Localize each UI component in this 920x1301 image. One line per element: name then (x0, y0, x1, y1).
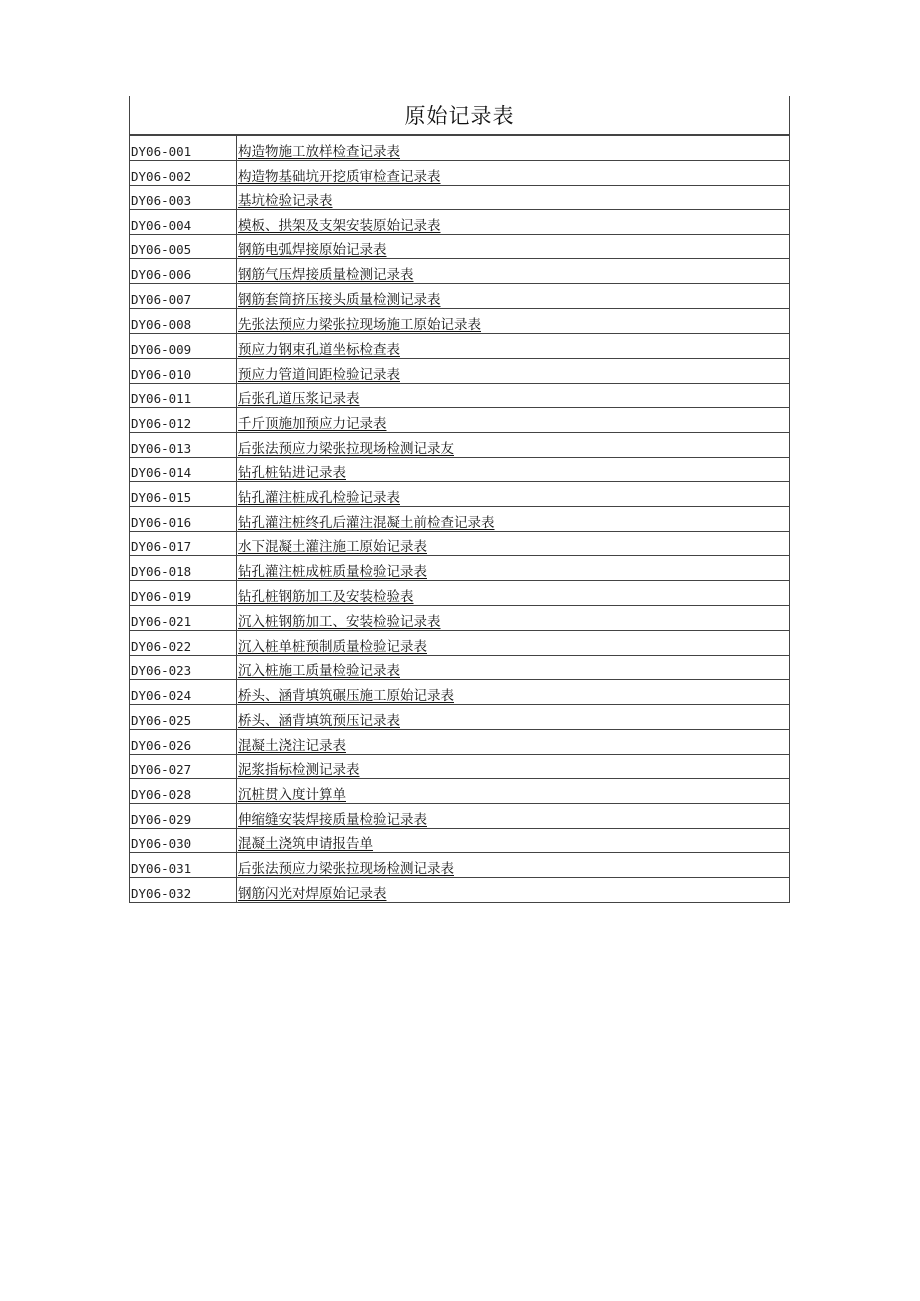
record-name-cell (237, 730, 790, 755)
record-link[interactable]: 钻孔桩钻进记录表 (238, 465, 346, 481)
record-code: DY06-022 (130, 631, 237, 656)
record-link[interactable]: 预应力管道间距检验记录表 (238, 367, 400, 383)
record-code: DY06-012 (130, 408, 237, 433)
record-link[interactable]: 后张法预应力梁张拉现场检测记录表 (238, 861, 454, 877)
table-row (130, 680, 790, 705)
table-row (130, 309, 790, 334)
table-row (130, 606, 790, 631)
table-row (130, 408, 790, 433)
record-code: DY06-009 (130, 334, 237, 359)
record-index-sheet (129, 96, 790, 903)
record-link[interactable]: 伸缩缝安装焊接质量检验记录表 (238, 812, 427, 828)
record-name-cell (237, 532, 790, 556)
record-link[interactable]: 千斤顶施加预应力记录表 (238, 416, 387, 432)
record-name-cell (237, 581, 790, 606)
record-name-cell (237, 705, 790, 730)
table-row (130, 259, 790, 284)
table-row (130, 829, 790, 853)
table-row (130, 359, 790, 384)
record-name-cell (237, 384, 790, 408)
record-code: DY06-027 (130, 755, 237, 779)
record-link[interactable]: 后张孔道压浆记录表 (238, 391, 360, 407)
record-name-cell (237, 755, 790, 779)
record-name-cell (237, 186, 790, 210)
record-name-cell (237, 507, 790, 532)
record-code: DY06-005 (130, 235, 237, 259)
record-name-cell (237, 631, 790, 656)
record-code: DY06-026 (130, 730, 237, 755)
record-code: DY06-004 (130, 210, 237, 235)
record-code: DY06-010 (130, 359, 237, 384)
record-table (129, 135, 790, 903)
table-row (130, 779, 790, 804)
record-code: DY06-015 (130, 482, 237, 507)
record-link[interactable]: 沉入桩施工质量检验记录表 (238, 663, 400, 679)
record-link[interactable]: 钢筋气压焊接质量检测记录表 (238, 267, 414, 283)
record-name-cell (237, 779, 790, 804)
record-name-cell (237, 161, 790, 186)
table-row (130, 161, 790, 186)
record-code: DY06-030 (130, 829, 237, 853)
record-link[interactable]: 桥头、涵背填筑预压记录表 (238, 713, 400, 729)
record-name-cell (237, 309, 790, 334)
record-link[interactable]: 沉桩贯入度计算单 (238, 787, 346, 803)
record-link[interactable]: 钢筋电弧焊接原始记录表 (238, 242, 387, 258)
record-name-cell (237, 878, 790, 903)
record-code: DY06-031 (130, 853, 237, 878)
record-name-cell (237, 210, 790, 235)
record-name-cell (237, 680, 790, 705)
record-link[interactable]: 桥头、涵背填筑碾压施工原始记录表 (238, 688, 454, 704)
page-title: 原始记录表 (129, 96, 790, 135)
table-row (130, 186, 790, 210)
record-name-cell (237, 136, 790, 161)
table-row (130, 482, 790, 507)
record-link[interactable]: 钻孔灌注桩成孔检验记录表 (238, 490, 400, 506)
record-name-cell (237, 482, 790, 507)
table-row (130, 334, 790, 359)
table-row (130, 631, 790, 656)
record-name-cell (237, 853, 790, 878)
record-name-cell (237, 656, 790, 680)
table-row (130, 210, 790, 235)
record-code: DY06-018 (130, 556, 237, 581)
record-link[interactable]: 模板、拱架及支架安装原始记录表 (238, 218, 441, 234)
record-link[interactable]: 钻孔桩钢筋加工及安装检验表 (238, 589, 414, 605)
record-name-cell (237, 259, 790, 284)
record-code: DY06-028 (130, 779, 237, 804)
record-link[interactable]: 混凝土浇注记录表 (238, 738, 346, 754)
table-row (130, 853, 790, 878)
record-name-cell (237, 359, 790, 384)
table-row (130, 458, 790, 482)
record-code: DY06-016 (130, 507, 237, 532)
record-code: DY06-024 (130, 680, 237, 705)
table-row (130, 507, 790, 532)
record-code: DY06-011 (130, 384, 237, 408)
record-code: DY06-007 (130, 284, 237, 309)
record-code: DY06-017 (130, 532, 237, 556)
table-row (130, 235, 790, 259)
record-code: DY06-032 (130, 878, 237, 903)
record-link[interactable]: 泥浆指标检测记录表 (238, 762, 360, 778)
record-code: DY06-008 (130, 309, 237, 334)
record-code: DY06-019 (130, 581, 237, 606)
record-name-cell (237, 284, 790, 309)
record-name-cell (237, 433, 790, 458)
record-link[interactable]: 钻孔灌注桩成桩质量检验记录表 (238, 564, 427, 580)
record-link[interactable]: 钻孔灌注桩终孔后灌注混凝土前检查记录表 (238, 515, 495, 531)
table-row (130, 581, 790, 606)
record-code: DY06-003 (130, 186, 237, 210)
table-row (130, 656, 790, 680)
record-link[interactable]: 构造物施工放样检查记录表 (238, 144, 400, 160)
table-row (130, 556, 790, 581)
record-code: DY06-013 (130, 433, 237, 458)
record-name-cell (237, 334, 790, 359)
record-link[interactable]: 混凝土浇筑申请报告单 (238, 836, 373, 852)
record-link[interactable]: 后张法预应力梁张拉现场检测记录友 (238, 441, 454, 457)
table-row (130, 532, 790, 556)
table-row (130, 755, 790, 779)
record-code: DY06-001 (130, 136, 237, 161)
table-row (130, 705, 790, 730)
table-row (130, 284, 790, 309)
table-row (130, 730, 790, 755)
table-row (130, 804, 790, 829)
record-name-cell (237, 408, 790, 433)
record-code: DY06-023 (130, 656, 237, 680)
table-row (130, 136, 790, 161)
record-link[interactable]: 沉入桩钢筋加工、安装检验记录表 (238, 614, 441, 630)
record-code: DY06-002 (130, 161, 237, 186)
record-name-cell (237, 235, 790, 259)
record-link[interactable]: 沉入桩单桩预制质量检验记录表 (238, 639, 427, 655)
record-code: DY06-029 (130, 804, 237, 829)
record-link[interactable]: 构造物基础坑开挖质审检查记录表 (238, 169, 441, 185)
record-code: DY06-021 (130, 606, 237, 631)
record-link[interactable]: 预应力钢束孔道坐标检查表 (238, 342, 400, 358)
record-name-cell (237, 458, 790, 482)
record-name-cell (237, 829, 790, 853)
record-link[interactable]: 水下混凝土灌注施工原始记录表 (238, 539, 427, 555)
record-name-cell (237, 804, 790, 829)
table-row (130, 878, 790, 903)
record-name-cell (237, 556, 790, 581)
record-link[interactable]: 先张法预应力梁张拉现场施工原始记录表 (238, 317, 481, 333)
table-row (130, 384, 790, 408)
record-link[interactable]: 钢筋套筒挤压接头质量检测记录表 (238, 292, 441, 308)
record-code: DY06-014 (130, 458, 237, 482)
record-code: DY06-025 (130, 705, 237, 730)
record-name-cell (237, 606, 790, 631)
record-link[interactable]: 基坑检验记录表 (238, 193, 333, 209)
record-link[interactable]: 钢筋闪光对焊原始记录表 (238, 886, 387, 902)
table-row (130, 433, 790, 458)
record-code: DY06-006 (130, 259, 237, 284)
